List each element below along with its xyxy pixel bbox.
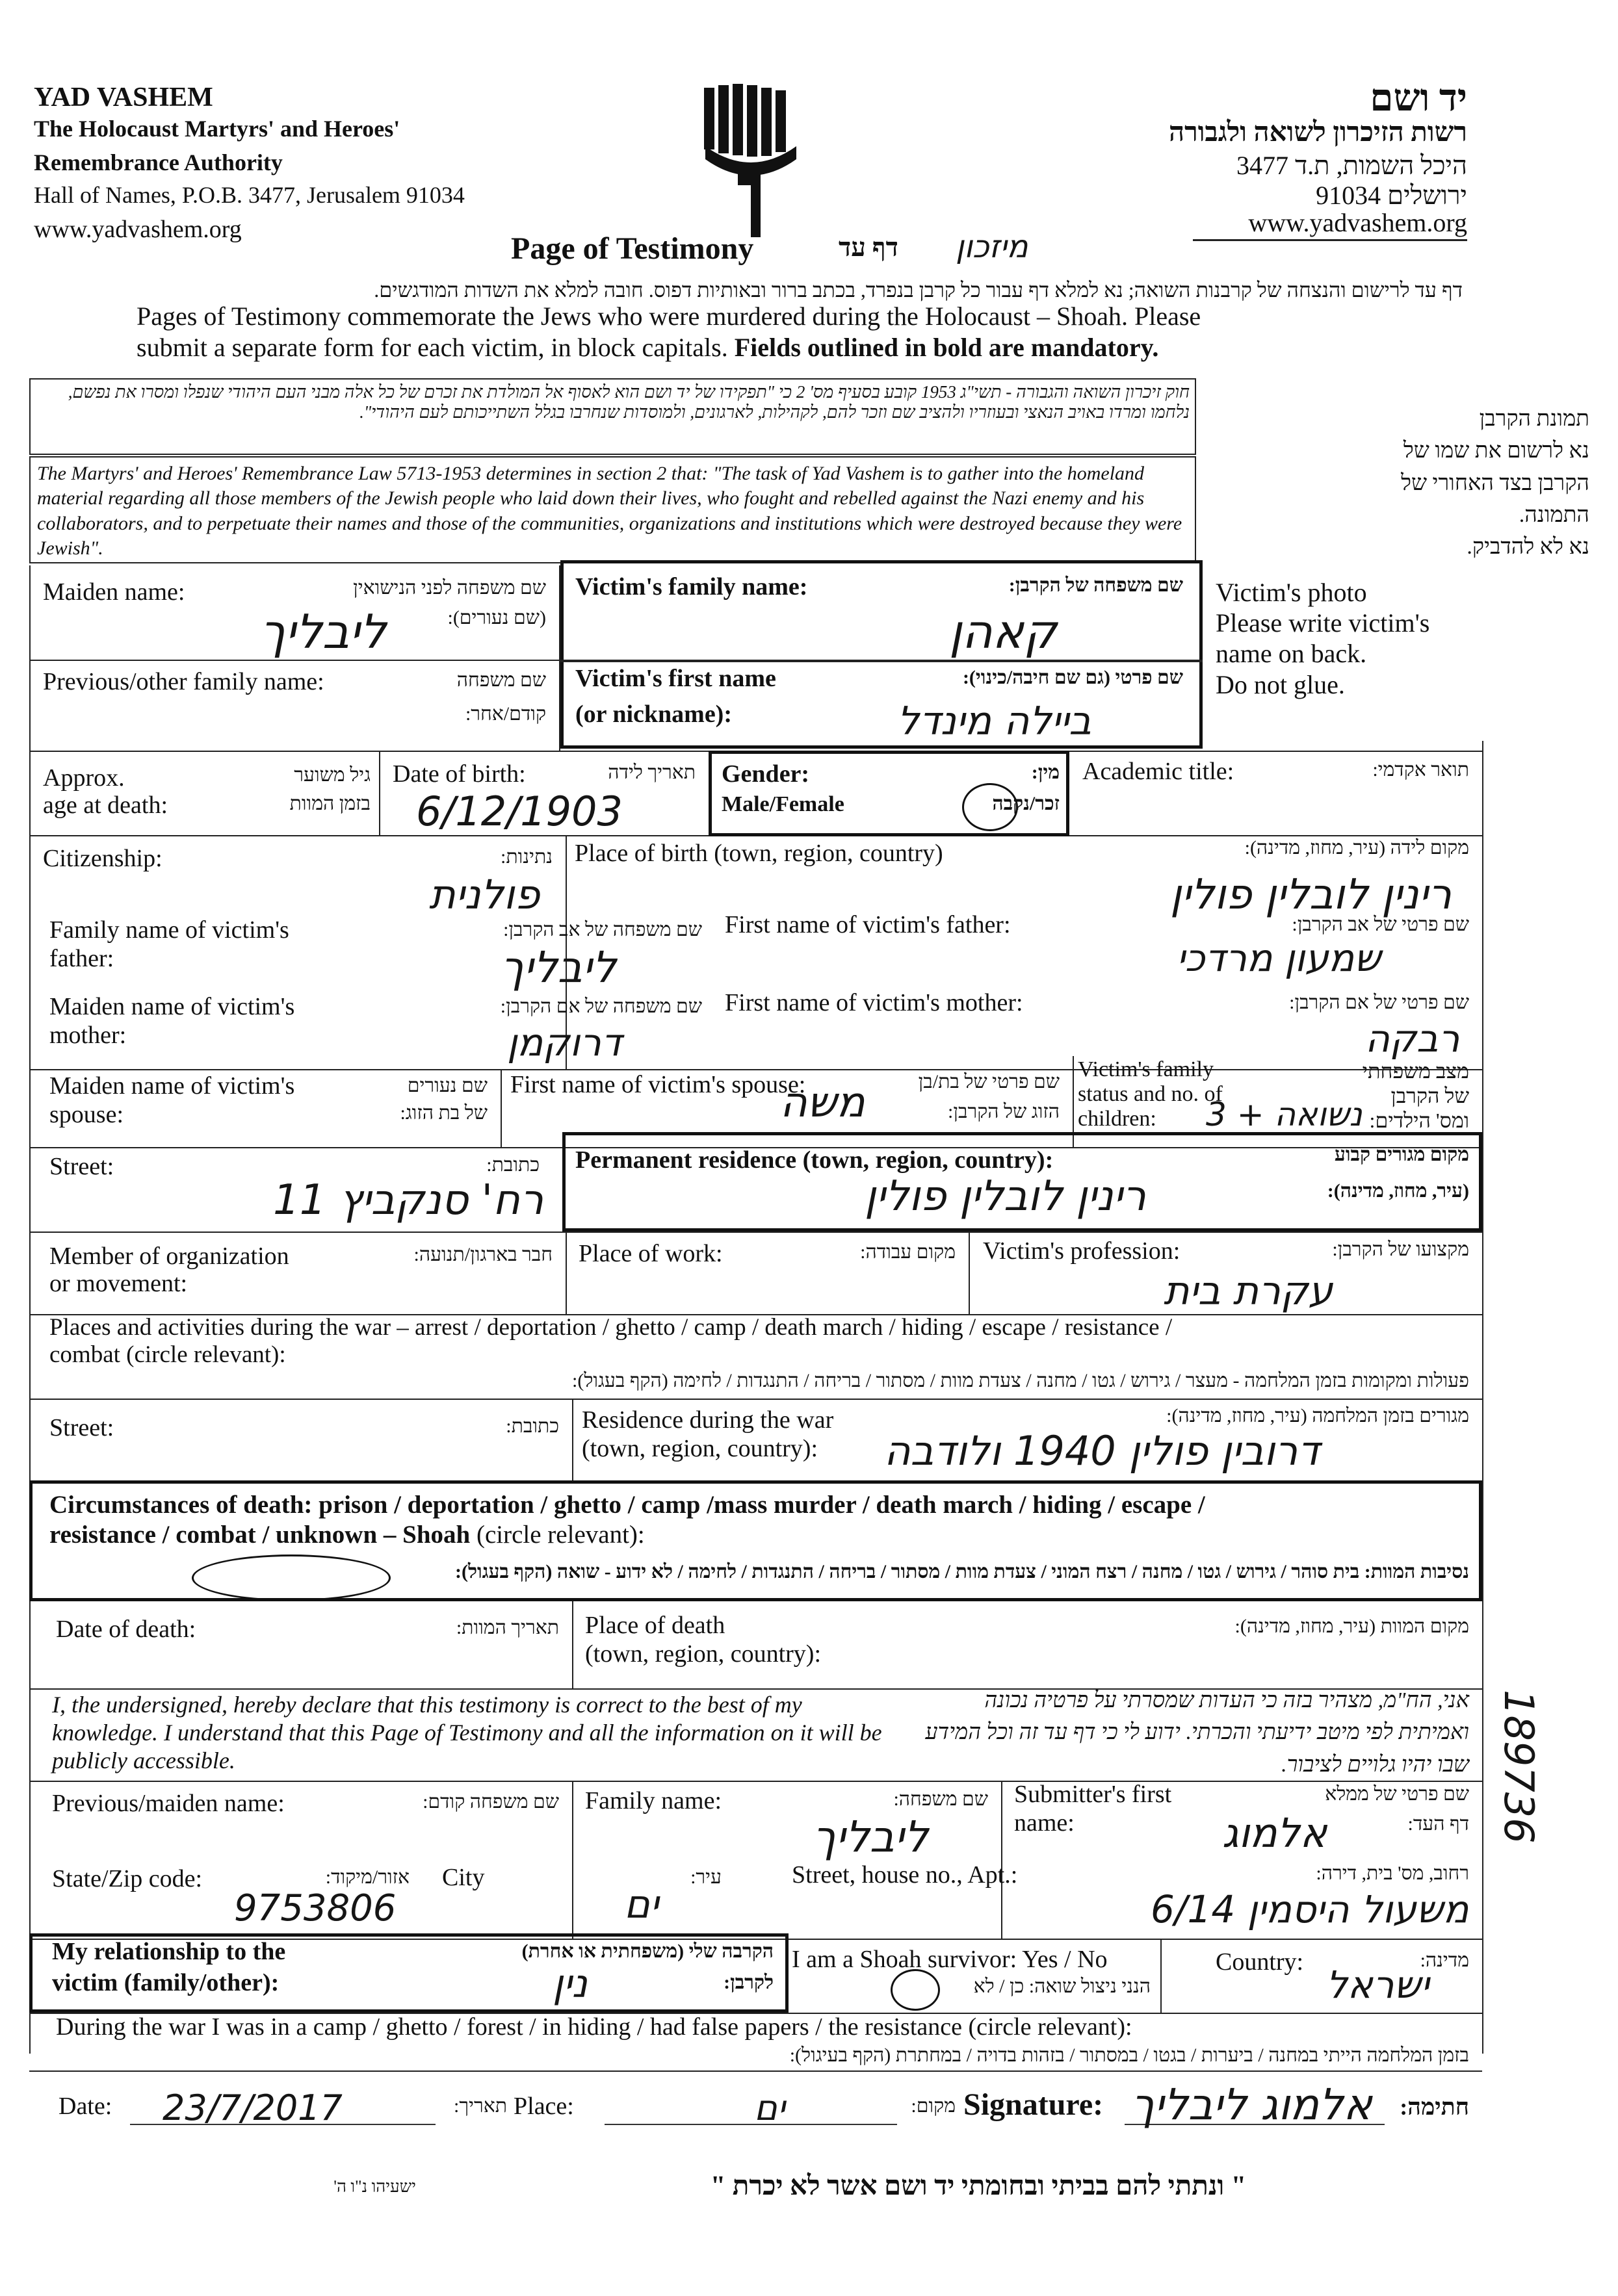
father-first-name-label: First name of victim's father: xyxy=(725,911,1011,938)
org-address-he: היכל השמות, ת.ד 3477 xyxy=(1236,151,1467,180)
zip-value[interactable]: 9753806 xyxy=(234,1887,397,1929)
country-value[interactable]: ישראל xyxy=(1326,1963,1429,2007)
war-street-label: Street: xyxy=(49,1414,114,1441)
gender-female-circle xyxy=(962,783,1018,831)
photo-note-en-4: Do not glue. xyxy=(1216,669,1345,699)
rule-r11-top xyxy=(29,1399,1482,1400)
victim-family-name-value[interactable]: קאהן xyxy=(949,604,1057,659)
profession-label: Victim's profession: xyxy=(983,1237,1181,1265)
spouse-maiden-name-label-he2: של בת הזוג: xyxy=(400,1102,488,1124)
rule-v-age xyxy=(379,751,380,835)
family-status-label: Victim's family xyxy=(1078,1057,1214,1081)
submitter-family-name-label-he: שם משפחה: xyxy=(893,1788,988,1810)
submitter-family-name-value[interactable]: ליבליך xyxy=(813,1812,929,1862)
frame-right xyxy=(1482,741,1483,2054)
mother-maiden-name-label-2: mother: xyxy=(49,1022,127,1049)
rule-r8 xyxy=(29,1232,1482,1233)
place-line xyxy=(605,2124,897,2125)
gender-label: Gender: xyxy=(722,760,810,788)
family-status-label-he: מצב משפחתי xyxy=(1362,1059,1469,1083)
instructions-en-2-text: submit a separate form for each victim, in block capitals. xyxy=(137,333,728,362)
circumstances-label-he: נסיבות המוות: בית סוהר / גירוש / גטו / מחנה / רצח המוני / צעדת מוות / מסתור / בריחה / התנגדות / לחימה / לא ידוע - שואה (הקף בעגול): xyxy=(454,1561,1469,1582)
org-subtitle-en: The Holocaust Martyrs' and Heroes' xyxy=(34,116,400,142)
instructions-en-1: Pages of Testimony commemorate the Jews who were murdered during the Holocaust – Shoah. Please xyxy=(137,302,1201,331)
survivor-no-circle xyxy=(891,1969,940,2011)
age-label-he2: בזמן המוות xyxy=(289,793,371,814)
handwritten-title: מיזכון xyxy=(956,229,1028,265)
submitter-first-name-label-2: name: xyxy=(1014,1809,1075,1837)
spouse-first-name-label-he2: הזוג של הקרבן: xyxy=(948,1101,1060,1122)
place-label: Place: xyxy=(514,2093,574,2120)
citizenship-label-he: נתינות: xyxy=(501,846,553,868)
rule-v-org xyxy=(566,1232,567,1314)
war-residence-value[interactable]: דרובין פולין 1940 ולודבה xyxy=(884,1427,1320,1475)
family-status-label-3: children: xyxy=(1078,1107,1156,1131)
profession-value[interactable]: עקרת בית xyxy=(1164,1269,1333,1314)
victim-first-name-label-2: (or nickname): xyxy=(575,701,732,728)
city-label-he: עיר: xyxy=(690,1866,722,1888)
victim-first-name-label-he: שם פרטי (גם שם חיבה/כינוי): xyxy=(962,667,1183,688)
yad-vashem-logo-icon xyxy=(699,81,803,244)
photo-note-he-4: התמונה. xyxy=(1519,502,1589,527)
organization-label-2: or movement: xyxy=(49,1270,188,1297)
org-name-he: יד ושם xyxy=(1370,77,1467,119)
place-of-birth-value[interactable]: רינין לובלין פולין xyxy=(1170,871,1452,919)
submitter-street-label-he: רחוב, מס' בית, דירה: xyxy=(1316,1863,1469,1884)
street-label: Street: xyxy=(49,1153,114,1180)
footer-quote: " ונתתי להם בביתי ובחומתי יד ושם אשר לא יכרת " xyxy=(710,2171,1247,2201)
photo-note-en xyxy=(1216,577,1429,700)
father-family-name-value[interactable]: ליבליך xyxy=(501,942,617,992)
date-of-death-label: Date of death: xyxy=(56,1616,196,1643)
academic-title-label: Academic title: xyxy=(1082,758,1234,785)
place-of-death-label-2: (town, region, country): xyxy=(585,1640,822,1668)
circumstances-label-2: resistance / combat / unknown – Shoah xyxy=(49,1521,471,1549)
father-family-name-label: Family name of victim's xyxy=(49,916,289,944)
dob-label-he: תאריך לידה xyxy=(608,762,696,783)
submitter-first-name-label-he2: דף העד: xyxy=(1407,1813,1469,1835)
survivor-label-he: הנני ניצול שואה: כן / לא xyxy=(973,1976,1151,1997)
rule-victim-name xyxy=(560,660,1203,662)
city-label: City xyxy=(442,1864,485,1891)
declaration-en: I, the undersigned, hereby declare that this testimony is correct to the best of my knowledge. I understand that this Page of Testimony and all the information on it will be publicly accessible. xyxy=(52,1692,882,1774)
rule-v-s2 xyxy=(1001,1781,1002,1939)
zip-label-he: אזור/מיקוד: xyxy=(325,1866,410,1888)
signature-label: Signature: xyxy=(963,2087,1104,2122)
rule-v-spouse xyxy=(501,1069,502,1147)
place-of-birth-label: Place of birth (town, region, country) xyxy=(575,840,943,867)
country-label-he: מדינה: xyxy=(1420,1950,1469,1971)
rule-v-work xyxy=(969,1232,970,1314)
mother-maiden-name-label: Maiden name of victim's xyxy=(49,993,295,1020)
age-label-he: גיל משוער xyxy=(294,764,371,786)
age-label-2: age at death: xyxy=(43,792,168,819)
maiden-name-value[interactable]: ליבליך xyxy=(260,604,387,659)
rule-s5 xyxy=(29,2070,1482,2072)
header-rule xyxy=(1193,239,1467,241)
submitter-street-label: Street, house no., Apt.: xyxy=(792,1861,1018,1889)
declaration-he: אני, הח"מ, מצהיר בזה כי העדות שמסרתי על פרטיה נכונה ואמיתית לפי מיטב ידיעתי והכרתי. ידוע לי כי דף עד זה וכל המידע שבו יהיו גלויים לציבור. xyxy=(925,1688,1469,1777)
law-text-en: The Martyrs' and Heroes' Remembrance Law 5713-1953 determines in section 2 that: "The task of Yad Vashem is to gather into the homeland material regarding all those members of the Jewish people who laid down their lives, who fought and rebelled against the Nazi enemy and his collaborators, and to perpetuate their names and those of the communities, organizations and institutions which were destroyed because they were Jewish". xyxy=(37,463,1182,560)
war-residence-label-he: מגורים בזמן המלחמה (עיר, מחוז, מדינה): xyxy=(1166,1405,1469,1426)
city-value[interactable]: ים xyxy=(624,1882,659,1928)
relationship-label-he2: לקרבן: xyxy=(724,1972,774,1993)
photo-note-he-1: תמונת הקרבן xyxy=(1479,407,1589,431)
permanent-residence-label-he2: (עיר, מחוז, מדינה): xyxy=(1327,1180,1469,1202)
war-status-label: During the war I was in a camp / ghetto / forest / in hiding / had false papers / the resistance (circle relevant): xyxy=(56,2013,1132,2041)
rule-v-war xyxy=(572,1399,573,1482)
organization-label: Member of organization xyxy=(49,1243,289,1270)
family-status-label-he3: ומס' הילדים: xyxy=(1369,1109,1469,1132)
mother-maiden-name-label-he: שם משפחה של אם הקרבן: xyxy=(500,996,702,1017)
circumstances-label-2-wrap xyxy=(49,1522,645,1549)
relationship-label-2: victim (family/other): xyxy=(52,1969,280,1996)
spouse-first-name-label-he: שם פרטי של בת/בן xyxy=(918,1071,1060,1092)
place-of-work-label-he: מקום עבודה: xyxy=(860,1241,956,1263)
rule-r6 xyxy=(29,1069,1482,1070)
maiden-name-label-he2: (שם נעורים): xyxy=(447,607,546,628)
profession-label-he: מקצועו של הקרבן: xyxy=(1332,1239,1469,1260)
place-of-death-label-he: מקום המוות (עיר, מחוז, מדינה): xyxy=(1234,1616,1469,1637)
previous-family-name-label-he2: קודם/אחר: xyxy=(465,703,546,725)
family-status-value[interactable]: נשואה + 3 xyxy=(1206,1096,1363,1133)
rule-s1 xyxy=(29,1781,1482,1782)
date-label-he: תאריך: xyxy=(454,2095,507,2117)
law-box-en xyxy=(29,456,1196,563)
victim-first-name-value[interactable]: ביילה מינדל xyxy=(897,699,1091,744)
street-value[interactable]: רח' סנקביץ 11 xyxy=(273,1176,544,1224)
father-family-name-label-he: שם משפחה של אב הקרבן: xyxy=(503,919,702,940)
organization-label-he: חבר בארגון/תנועה: xyxy=(413,1244,553,1265)
mother-first-name-label: First name of victim's mother: xyxy=(725,989,1023,1016)
citizenship-value[interactable]: פולנית xyxy=(429,871,540,918)
instructions-en-2 xyxy=(137,334,1158,361)
place-of-birth-label-he: מקום לידה (עיר, מחוז, מדינה): xyxy=(1244,837,1469,858)
org-address-en: Hall of Names, P.O.B. 3477, Jerusalem 91034 xyxy=(34,182,465,208)
date-value[interactable]: 23/7/2017 xyxy=(163,2087,343,2128)
org-subtitle-he: רשות הזיכרון לשואה ולגבורה xyxy=(1168,118,1467,148)
place-of-death-label: Place of death xyxy=(585,1612,725,1639)
spouse-maiden-name-label: Maiden name of victim's xyxy=(49,1072,295,1100)
gender-label-2: Male/Female xyxy=(722,792,844,816)
date-label: Date: xyxy=(59,2093,112,2120)
form-title-he: דף עד xyxy=(839,233,898,262)
mother-maiden-name-value[interactable]: דרוקמן xyxy=(507,1020,622,1064)
spouse-first-name-label: First name of victim's spouse: xyxy=(510,1071,806,1098)
war-residence-label-2: (town, region, country): xyxy=(582,1435,818,1462)
family-status-label-he2: של הקרבן xyxy=(1390,1084,1469,1107)
photo-note-en-2: Please write victim's xyxy=(1216,608,1430,638)
wartime-places-label: Places and activities during the war – arrest / deportation / ghetto / camp / death march / hiding / escape / resistance / xyxy=(49,1314,1173,1341)
instructions-he: דף עד לרישום והנצחה של קרבנות השואה; נא למלא דף עבור כל קרבן בנפרד, בכתב ברור ובאותיות דפוס. חובה למלא את השדות המודגשים. xyxy=(374,278,1463,302)
wartime-places-label-he: פעולות ומקומות בזמן המלחמה - מעצר / גירוש / גטו / מחנה / צעדת מוות / מסתור / בריחה / התנגדות / לחימה (הקף בעגול): xyxy=(572,1370,1469,1391)
mother-first-name-label-he: שם פרטי של אם הקרבן: xyxy=(1289,992,1469,1013)
previous-family-name-label: Previous/other family name: xyxy=(43,668,324,695)
law-text-he: חוק זיכרון השואה והגבורה - תשי"ג 1953 קובע בסעיף מס' 2 כי "תפקידו של יד ושם הוא לאסוף אל המולדת את זכרם של כל אלה מבני העם היהודי שנפלו ומסרו את נפשם, נלחמו ומרדו באויב הנאצי ובעוזריו ולהציב שם וזכר להם, לקהילות, לארגונים, ולמוסדות שנחרבו בגלל השתייכותם לעם היהודי". xyxy=(68,382,1190,422)
photo-note-he xyxy=(1342,403,1589,563)
signature-value[interactable]: אלמוג ליבליך xyxy=(1131,2080,1372,2130)
street-label-he: כתובת: xyxy=(486,1154,540,1176)
academic-title-label-he: תואר אקדמי: xyxy=(1372,759,1469,780)
instructions-en-mandatory: Fields outlined in bold are mandatory. xyxy=(734,333,1159,362)
submitter-first-name-label-he: שם פרטי של ממלא xyxy=(1325,1783,1469,1805)
submitter-previous-name-label: Previous/maiden name: xyxy=(52,1790,285,1817)
place-value[interactable]: ים xyxy=(754,2087,785,2128)
submitter-previous-name-label-he: שם משפחה קודם: xyxy=(423,1791,559,1812)
permanent-residence-label: Permanent residence (town, region, country): xyxy=(575,1146,1054,1174)
submitter-first-name-label: Submitter's first xyxy=(1014,1781,1172,1808)
permanent-residence-value[interactable]: רינין לובלין פולין xyxy=(865,1172,1146,1220)
submitter-family-name-label: Family name: xyxy=(585,1787,722,1814)
unknown-shoah-circle xyxy=(192,1554,391,1601)
rule-v-death xyxy=(572,1601,573,1688)
victim-first-name-label: Victim's first name xyxy=(575,665,776,692)
submitter-first-name-value[interactable]: אלמוג xyxy=(1222,1809,1327,1857)
spouse-maiden-name-label-2: spouse: xyxy=(49,1101,124,1128)
war-residence-label: Residence during the war xyxy=(582,1406,834,1434)
date-of-death-label-he: תאריך המוות: xyxy=(456,1617,559,1638)
age-label: Approx. xyxy=(43,764,125,792)
org-city-he: ירושלים 91034 xyxy=(1316,181,1467,210)
spouse-first-name-value[interactable]: משה xyxy=(780,1079,865,1127)
war-status-label-he: בזמן המלחמה הייתי במחנה / ביערות / בגטו / במסתור / בזהות בדויה / במחתרת (הקף בעיגול): xyxy=(789,2044,1469,2066)
org-website-en: www.yadvashem.org xyxy=(34,216,242,243)
father-family-name-label-2: father: xyxy=(49,945,114,972)
circumstances-label-3: (circle relevant): xyxy=(476,1521,645,1549)
law-box-he xyxy=(29,378,1196,455)
gender-label-he2: זכר/נקבה xyxy=(992,793,1060,814)
place-label-he: מקום: xyxy=(911,2095,956,2117)
relationship-label: My relationship to the xyxy=(52,1938,286,1965)
survivor-label: I am a Shoah survivor: Yes / No xyxy=(792,1946,1108,1973)
mother-first-name-value[interactable]: רבקה xyxy=(1365,1016,1460,1061)
family-status-label-2: status and no. of xyxy=(1078,1082,1223,1106)
photo-note-he-3: הקרבן בצד האחורי של xyxy=(1401,471,1589,495)
maiden-name-label-he: שם משפחה לפני הנישואין xyxy=(353,577,546,599)
citizenship-label: Citizenship: xyxy=(43,845,163,872)
place-of-work-label: Place of work: xyxy=(579,1240,723,1267)
rule-v-country xyxy=(1160,1939,1162,2013)
dob-value[interactable]: 6/12/1903 xyxy=(416,788,623,835)
org-authority-en: Remembrance Authority xyxy=(34,149,283,175)
war-street-label-he: כתובת: xyxy=(506,1415,559,1437)
photo-note-en-3: name on back. xyxy=(1216,639,1367,669)
zip-label: State/Zip code: xyxy=(52,1865,203,1892)
dob-label: Date of birth: xyxy=(393,760,526,788)
father-first-name-value[interactable]: שמעון מרדכי xyxy=(1177,936,1381,980)
form-title-en: Page of Testimony xyxy=(511,231,754,266)
org-website-he-side: www.yadvashem.org xyxy=(1248,208,1467,237)
frame-left xyxy=(29,565,31,2054)
victim-family-name-label: Victim's family name: xyxy=(575,573,808,600)
father-first-name-label-he: שם פרטי של אב הקרבן: xyxy=(1292,914,1469,935)
maiden-name-label: Maiden name: xyxy=(43,578,185,606)
gender-label-he: מין: xyxy=(1031,762,1060,783)
photo-note-he-2: נא לרשום את שמו של xyxy=(1403,439,1589,463)
previous-family-name-label-he: שם משפחה xyxy=(456,669,546,691)
photo-note-en-1: Victim's photo xyxy=(1216,578,1367,607)
org-name-en: YAD VASHEM xyxy=(34,83,213,112)
submitter-street-value[interactable]: משעול היסמין 6/14 xyxy=(1151,1887,1469,1931)
rule-v-s1 xyxy=(572,1781,573,1939)
relationship-label-he: הקרבה שלי (משפחתית או אחרת) xyxy=(521,1941,774,1962)
rule-r1 xyxy=(29,660,559,661)
photo-note-he-5: נא לא להדביק. xyxy=(1467,535,1589,560)
margin-number: 189736 xyxy=(1495,1690,1543,1844)
signature-label-he: חתימה: xyxy=(1400,2094,1469,2120)
relationship-value[interactable]: נין xyxy=(553,1961,588,2007)
spouse-maiden-name-label-he: שם נעורים xyxy=(407,1075,488,1096)
wartime-places-label-2: combat (circle relevant): xyxy=(49,1341,286,1368)
country-label: Country: xyxy=(1216,1948,1304,1976)
footer-source: ישעיהו נ"ו ה' xyxy=(333,2177,416,2196)
victim-family-name-label-he: שם משפחה של הקרבן: xyxy=(1008,574,1183,596)
circumstances-label: Circumstances of death: prison / deportation / ghetto / camp /mass murder / death march / hiding / escape / xyxy=(49,1491,1205,1519)
permanent-residence-label-he: מקום מגורים קבוע xyxy=(1334,1144,1469,1165)
